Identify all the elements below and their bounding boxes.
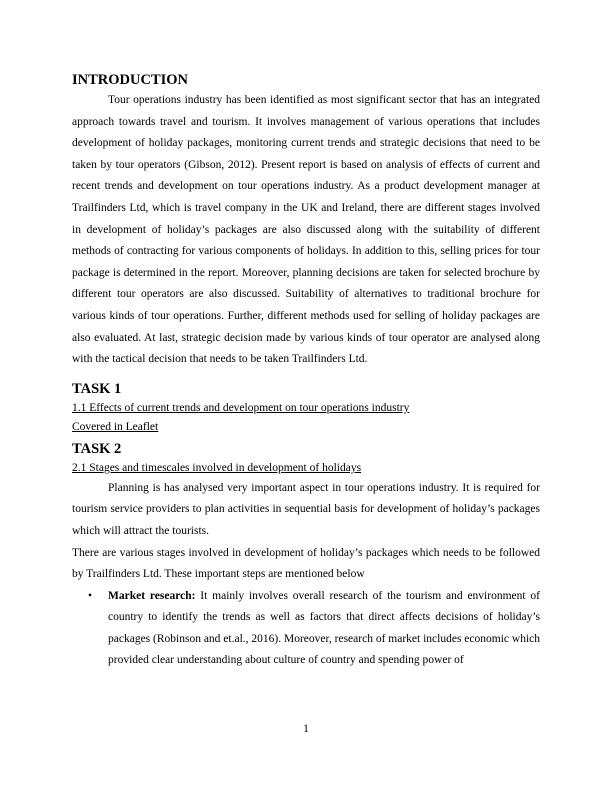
list-item-label: Market research: [108, 589, 196, 602]
task1-subheading: 1.1 Effects of current trends and development on tour operations industry [72, 401, 410, 414]
document-page [72, 70, 540, 672]
task2-paragraph-2: There are various stages involved in development of holiday’s packages which needs to be followed by Trailfinders Ltd. These important steps are mentioned below [72, 546, 540, 581]
bullet-icon: • [88, 589, 93, 602]
task2-heading: TASK 2 [72, 440, 122, 457]
introduction-heading: INTRODUCTION [72, 72, 189, 88]
stages-list [72, 586, 540, 672]
introduction-paragraph: Tour operations industry has been identified as most significant sector that has an integrated approach towards travel and tourism. It involves management of various operations that includes development of holiday packages, monitoring current trends and strategic decisions that need to be taken by tour operators (Gibson, 2012). Present report is based on analysis of effects of current and recent trends and development on tour operations industry. As a product development manager at Trailfinders Ltd, which is travel company in the UK and Ireland, there are different stages involved in development of holiday’s packages are also discussed along with the suitability of different methods of contracting for various components of holidays. In addition to this, selling prices for tour package is determined in the report. Moreover, planning decisions are taken for selected brochure by different tour operators are also discussed. Suitability of alternatives to traditional brochure for various kinds of tour operations. Further, different methods used for selling of holiday packages are also evaluated. At last, strategic decision made by various kinds of tour operator are analysed along with the tactical decision that needs to be taken Trailfinders Ltd. [72, 94, 540, 366]
list-item [72, 586, 540, 672]
task1-heading: TASK 1 [72, 380, 122, 397]
task2-subheading: 2.1 Stages and timescales involved in development of holidays [72, 461, 362, 474]
list-item-text: It mainly involves overall research of the tourism and environment of country to identify the trends as well as factors that direct affects decisions of holiday’s packages (Robinson and et.al., 2016). Moreover, research of market includes economic which provided clear understanding about culture of country and spending power of [108, 589, 540, 667]
task2-paragraph-1: Planning is has analysed very important aspect in tour operations industry. It is required for tourism service providers to plan activities in sequential basis for development of holiday’s packages which will attract the tourists. [72, 481, 540, 537]
task1-note: Covered in Leaflet [72, 420, 159, 433]
page-number: 1 [303, 723, 309, 735]
